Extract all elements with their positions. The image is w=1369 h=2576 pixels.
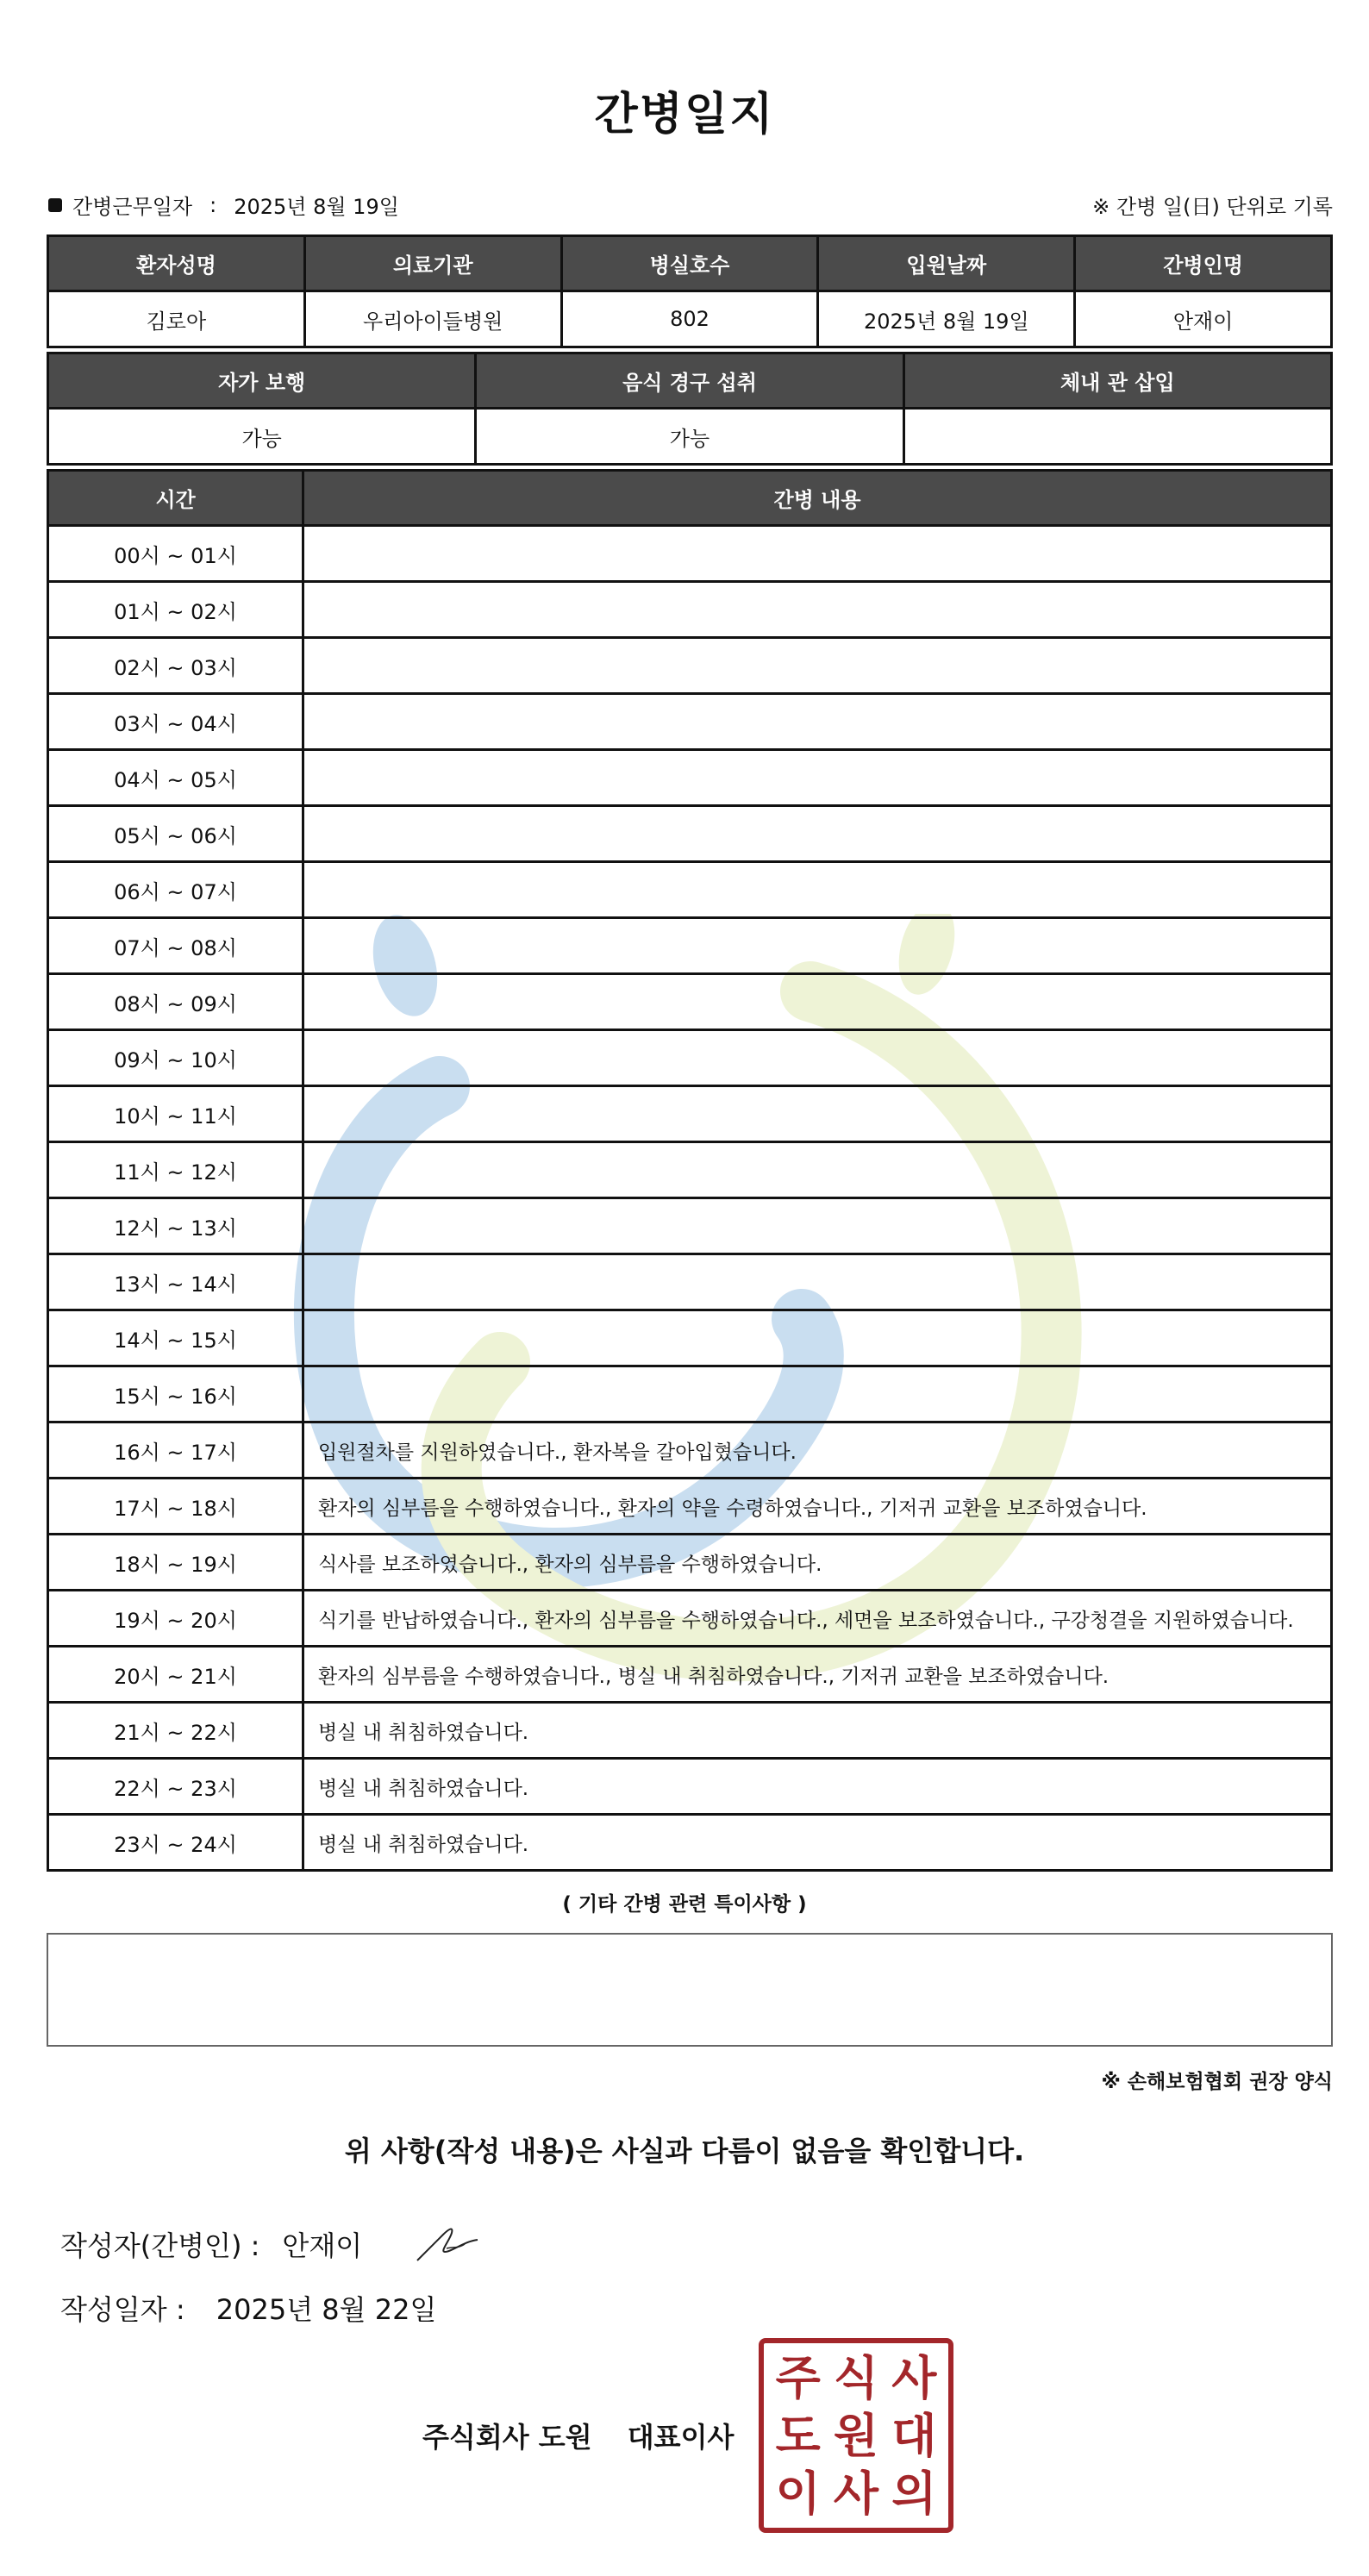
log-time: 23시 ~ 24시 [48,1815,303,1871]
seal-char: 도 [775,2407,821,2463]
notes-box [47,1933,1333,2047]
care-log-table [47,469,1333,1872]
log-content [303,862,1332,918]
log-content: 병실 내 취침하였습니다. [303,1703,1332,1759]
log-time: 09시 ~ 10시 [48,1030,303,1086]
log-content: 입원절차를 지원하였습니다., 환자복을 갈아입혔습니다. [303,1422,1332,1479]
log-time: 14시 ~ 15시 [48,1310,303,1366]
document-title: 간병일지 [594,89,775,141]
log-content: 환자의 심부름을 수행하였습니다., 병실 내 취침하였습니다., 기저귀 교환을 보조하였습니다. [303,1647,1332,1703]
table-row [48,1142,1332,1198]
seal-char: 식 [833,2349,879,2405]
table-row [48,526,1332,582]
table-row [48,694,1332,750]
self-walking: 가능 [48,409,476,465]
log-time: 01시 ~ 02시 [48,582,303,638]
log-time: 12시 ~ 13시 [48,1198,303,1254]
header-oral-intake: 음식 경구 섭취 [476,353,903,409]
work-date-value: 2025년 8월 19일 [234,195,399,219]
log-content [303,750,1332,806]
written-date-value: 2025년 8월 22일 [216,2293,437,2326]
seal-char: 원 [833,2407,879,2463]
table-header-row [48,471,1332,526]
header-care-content: 간병 내용 [303,471,1332,526]
table-header-row [48,236,1332,291]
seal-char: 주 [775,2349,821,2405]
table-row [48,862,1332,918]
notes-heading: ( 기타 간병 관련 특이사항 ) [562,1893,807,1916]
work-date-separator: : [209,192,217,217]
log-time: 08시 ~ 09시 [48,974,303,1030]
form-source-note: ※ 손해보험협회 권장 양식 [1101,2071,1333,2093]
log-time: 02시 ~ 03시 [48,638,303,694]
log-time: 06시 ~ 07시 [48,862,303,918]
log-time: 21시 ~ 22시 [48,1703,303,1759]
log-content [303,526,1332,582]
bullet-square-icon [48,198,62,212]
table-row [48,1535,1332,1591]
institution: 우리아이들병원 [304,291,561,347]
log-time: 19시 ~ 20시 [48,1591,303,1647]
header-tube-insertion: 체내 관 삽입 [903,353,1331,409]
log-time: 17시 ~ 18시 [48,1479,303,1535]
writer-label: 작성자(간병인) : [60,2229,260,2262]
table-row [48,582,1332,638]
table-row [48,409,1332,465]
table-row [48,1815,1332,1871]
confirmation-statement: 위 사항(작성 내용)은 사실과 다름이 없음을 확인합니다. [344,2135,1025,2167]
seal-char: 사 [891,2349,937,2405]
log-time: 10시 ~ 11시 [48,1086,303,1142]
log-content [303,1198,1332,1254]
log-content: 병실 내 취침하였습니다. [303,1759,1332,1815]
writer-name: 안재이 [282,2229,363,2262]
table-row [48,1310,1332,1366]
table-row [48,1647,1332,1703]
table-row [48,1703,1332,1759]
table-row [48,1254,1332,1310]
oral-intake: 가능 [476,409,903,465]
seal-char: 사 [833,2466,879,2522]
log-content [303,1142,1332,1198]
table-row [48,1479,1332,1535]
seal-char: 의 [891,2466,937,2522]
table-row [48,638,1332,694]
writer-line [60,2223,483,2266]
header-patient-name: 환자성명 [48,236,305,291]
log-content [303,918,1332,974]
work-date-label: 간병근무일자 [72,195,193,219]
log-content [303,1366,1332,1422]
header-institution: 의료기관 [304,236,561,291]
patient-status-table [47,352,1333,466]
log-time: 16시 ~ 17시 [48,1422,303,1479]
written-date-line [60,2288,436,2328]
header-self-walking: 자가 보행 [48,353,476,409]
log-time: 04시 ~ 05시 [48,750,303,806]
header-caregiver-name: 간병인명 [1075,236,1332,291]
table-row [48,1030,1332,1086]
log-content [303,694,1332,750]
tube-insertion [903,409,1331,465]
patient-info-table [47,234,1333,348]
company-name: 주식회사 도원 [422,2421,592,2454]
table-row [48,1366,1332,1422]
written-date-label: 작성일자 : [60,2293,185,2326]
log-content [303,1254,1332,1310]
header-room-number: 병실호수 [561,236,818,291]
log-time: 11시 ~ 12시 [48,1142,303,1198]
table-row [48,750,1332,806]
caregiver-name: 안재이 [1075,291,1332,347]
log-time: 15시 ~ 16시 [48,1366,303,1422]
table-row [48,974,1332,1030]
log-content [303,1310,1332,1366]
log-content [303,1086,1332,1142]
seal-char: 대 [891,2407,937,2463]
log-time: 00시 ~ 01시 [48,526,303,582]
log-content [303,806,1332,862]
table-row [48,1422,1332,1479]
table-row [48,1198,1332,1254]
unit-note: ※ 간병 일(日) 단위로 기록 [1092,195,1333,219]
log-content [303,1030,1332,1086]
log-content: 식사를 보조하였습니다., 환자의 심부름을 수행하였습니다. [303,1535,1332,1591]
log-content: 병실 내 취침하였습니다. [303,1815,1332,1871]
table-header-row [48,353,1332,409]
work-date [48,190,399,220]
table-row [48,806,1332,862]
log-time: 18시 ~ 19시 [48,1535,303,1591]
company-seal-stamp [759,2338,953,2533]
log-content [303,582,1332,638]
company-role: 대표이사 [627,2421,735,2454]
room-number: 802 [561,291,818,347]
log-content [303,974,1332,1030]
log-content [303,638,1332,694]
table-row [48,1086,1332,1142]
seal-char: 이 [775,2466,821,2522]
log-time: 20시 ~ 21시 [48,1647,303,1703]
table-row [48,291,1332,347]
admission-date: 2025년 8월 19일 [818,291,1075,347]
table-row [48,1591,1332,1647]
patient-name: 김로아 [48,291,305,347]
log-time: 13시 ~ 14시 [48,1254,303,1310]
log-time: 03시 ~ 04시 [48,694,303,750]
log-content: 식기를 반납하였습니다., 환자의 심부름을 수행하였습니다., 세면을 보조하였습니다., 구강청결을 지원하였습니다. [303,1591,1332,1647]
table-row [48,918,1332,974]
table-row [48,1759,1332,1815]
log-time: 22시 ~ 23시 [48,1759,303,1815]
log-content: 환자의 심부름을 수행하였습니다., 환자의 약을 수령하였습니다., 기저귀 교환을 보조하였습니다. [303,1479,1332,1535]
company-signature [422,2416,734,2455]
log-time: 05시 ~ 06시 [48,806,303,862]
header-admission-date: 입원날짜 [818,236,1075,291]
signature-icon [414,2223,483,2266]
header-time: 시간 [48,471,303,526]
log-time: 07시 ~ 08시 [48,918,303,974]
